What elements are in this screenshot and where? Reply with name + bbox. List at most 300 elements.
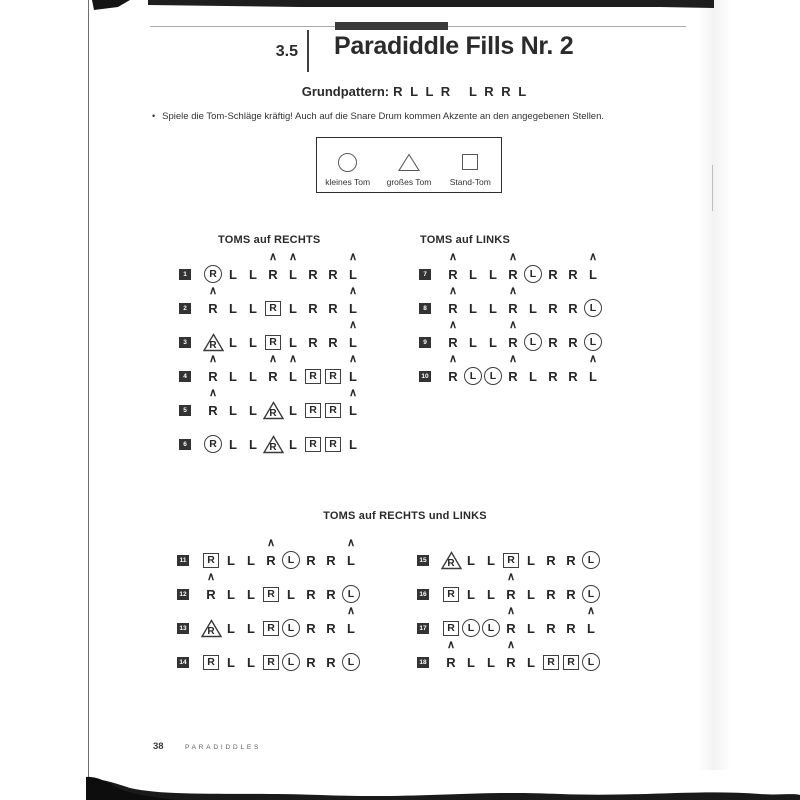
accent-mark: [469, 604, 472, 618]
note-stand-tom: [541, 638, 561, 672]
note-snare: [221, 536, 241, 570]
sticking-letter: [281, 618, 301, 638]
sticking-letter: R: [328, 334, 338, 350]
note-snare: [243, 250, 263, 284]
accent-mark: [349, 570, 352, 584]
circle-icon: L: [584, 299, 602, 317]
accent-mark: ∧: [346, 537, 356, 549]
note-stand-tom: [263, 284, 283, 318]
section-title-toms-rechts: TOMS auf RECHTS: [218, 234, 321, 246]
note-stand-tom: [261, 638, 281, 672]
sticking-letter: R: [508, 334, 518, 350]
accent-mark: [469, 638, 472, 652]
exercise-column-both-left: [177, 536, 361, 672]
sticking-letter: L: [289, 402, 297, 418]
accent-mark: ∧: [208, 353, 218, 365]
note-snare: [281, 570, 301, 604]
note-sequence: [201, 570, 361, 604]
exercise-row: [179, 318, 363, 352]
accent-mark: ∧: [348, 387, 358, 399]
sticking-letter: R: [208, 402, 218, 418]
sticking-letter: [483, 366, 503, 386]
note-snare: [341, 604, 361, 638]
sticking-letter: L: [349, 368, 357, 384]
sticking-letter: [341, 652, 361, 672]
note-sequence: [203, 284, 363, 318]
square-icon: R: [325, 437, 341, 452]
accent-mark: [471, 284, 474, 298]
note-snare: [241, 604, 261, 638]
sticking-letter: L: [349, 334, 357, 350]
sticking-letter: R: [568, 368, 578, 384]
note-snare: [463, 318, 483, 352]
sticking-letter: [281, 550, 301, 570]
accent-mark: [231, 318, 234, 332]
exercise-number-badge: 9: [419, 337, 431, 348]
note-sequence: [203, 352, 363, 386]
note-small-tom: [281, 536, 301, 570]
exercise-row: [417, 638, 601, 672]
square-icon: R: [563, 655, 579, 670]
exercise-row: [177, 604, 361, 638]
note-snare: [441, 638, 461, 672]
header-divider: [307, 30, 309, 72]
accent-mark: [229, 604, 232, 618]
note-small-tom: [583, 318, 603, 352]
sticking-letter: [201, 618, 221, 638]
sticking-letter: [323, 366, 343, 386]
circle-icon: L: [482, 619, 500, 637]
note-snare: [461, 638, 481, 672]
accent-mark: [531, 284, 534, 298]
accent-mark: ∧: [348, 319, 358, 331]
sticking-letter: [583, 298, 603, 318]
exercise-column-rechts: [179, 250, 363, 454]
square-icon: R: [263, 621, 279, 636]
accent-mark: [329, 604, 332, 618]
accent-mark: ∧: [506, 605, 516, 617]
sticking-letter: L: [529, 368, 537, 384]
accent-mark: [249, 604, 252, 618]
sticking-letter: R: [328, 300, 338, 316]
note-small-tom: [481, 604, 501, 638]
page-number: 38: [153, 741, 164, 752]
exercise-row: [417, 536, 601, 570]
circle-icon: L: [342, 653, 360, 671]
note-stand-tom: [303, 420, 323, 454]
sticking-letter: L: [289, 300, 297, 316]
section-title-toms-rechts-und-links: TOMS auf RECHTS und LINKS: [323, 510, 487, 522]
note-stand-tom: [201, 536, 221, 570]
note-sequence: [443, 250, 603, 284]
note-snare: [521, 638, 541, 672]
accent-mark: ∧: [288, 251, 298, 263]
accent-mark: [331, 420, 334, 434]
note-snare: [523, 284, 543, 318]
sticking-letter: R: [508, 300, 518, 316]
accent-mark: ∧: [206, 571, 216, 583]
sticking-letter: L: [469, 266, 477, 282]
accent-mark: [331, 250, 334, 264]
sticking-letter: R: [448, 300, 458, 316]
sticking-letter: L: [527, 586, 535, 602]
exercise-row: [419, 284, 603, 318]
note-snare: [301, 570, 321, 604]
sticking-letter: L: [229, 368, 237, 384]
sticking-letter: [341, 584, 361, 604]
exercise-row: [419, 250, 603, 284]
exercise-number-badge: 3: [179, 337, 191, 348]
sticking-letter: L: [247, 654, 255, 670]
note-stand-tom: [323, 352, 343, 386]
triangle-icon: R: [201, 619, 221, 638]
sticking-letter: R: [448, 266, 458, 282]
sticking-letter: R: [448, 334, 458, 350]
exercise-row: [417, 604, 601, 638]
scan-bottom-edge: [0, 764, 800, 800]
note-snare: [243, 318, 263, 352]
accent-mark: [329, 536, 332, 550]
sticking-letter: L: [227, 654, 235, 670]
accent-mark: [569, 536, 572, 550]
note-large-tom: [203, 318, 223, 352]
note-sequence: [443, 352, 603, 386]
sticking-letter: L: [227, 586, 235, 602]
note-small-tom: [483, 352, 503, 386]
accent-mark: [311, 352, 314, 366]
sticking-letter: L: [229, 402, 237, 418]
note-large-tom: [263, 420, 283, 454]
exercise-number-badge: 14: [177, 657, 189, 668]
sticking-letter: L: [487, 586, 495, 602]
note-small-tom: [203, 420, 223, 454]
sticking-letter: R: [506, 586, 516, 602]
note-snare: [483, 318, 503, 352]
square-icon: R: [305, 369, 321, 384]
note-small-tom: [463, 352, 483, 386]
square-icon: R: [263, 587, 279, 602]
accent-mark: [231, 420, 234, 434]
note-snare: [223, 352, 243, 386]
sticking-letter: R: [506, 654, 516, 670]
note-snare: [483, 284, 503, 318]
floor-tom-square-icon: [462, 150, 478, 174]
accent-mark: [589, 638, 592, 652]
accent-mark: ∧: [346, 605, 356, 617]
exercise-row: [177, 570, 361, 604]
note-snare: [261, 536, 281, 570]
accent-mark: [291, 318, 294, 332]
circle-icon: L: [584, 333, 602, 351]
note-sequence: [441, 570, 601, 604]
grundpattern-line: [155, 84, 675, 99]
accent-mark: [249, 638, 252, 652]
note-stand-tom: [303, 386, 323, 420]
note-small-tom: [341, 570, 361, 604]
accent-mark: [449, 604, 452, 618]
sticking-letter: L: [529, 300, 537, 316]
accent-mark: [489, 570, 492, 584]
accent-mark: [271, 420, 274, 434]
accent-mark: ∧: [586, 605, 596, 617]
note-snare: [323, 284, 343, 318]
note-snare: [501, 638, 521, 672]
accent-mark: [291, 386, 294, 400]
sticking-letter: [523, 264, 543, 284]
accent-mark: ∧: [208, 285, 218, 297]
note-snare: [283, 318, 303, 352]
accent-mark: [489, 536, 492, 550]
note-small-tom: [581, 570, 601, 604]
exercise-row: [179, 250, 363, 284]
sticking-letter: R: [568, 334, 578, 350]
sticking-letter: R: [546, 586, 556, 602]
note-snare: [301, 536, 321, 570]
note-snare: [343, 318, 363, 352]
sticking-letter: [261, 652, 281, 672]
accent-mark: [309, 570, 312, 584]
note-snare: [263, 352, 283, 386]
note-snare: [303, 318, 323, 352]
exercise-number-badge: 1: [179, 269, 191, 280]
sticking-letter: L: [349, 436, 357, 452]
note-small-tom: [281, 638, 301, 672]
circle-icon: L: [282, 551, 300, 569]
square-icon: R: [543, 655, 559, 670]
sticking-letter: [281, 652, 301, 672]
sticking-letter: R: [566, 620, 576, 636]
note-snare: [543, 250, 563, 284]
accent-mark: [251, 318, 254, 332]
circle-icon: L: [582, 585, 600, 603]
accent-mark: ∧: [508, 353, 518, 365]
sticking-letter: R: [326, 654, 336, 670]
circle-icon: L: [524, 333, 542, 351]
exercise-number-badge: 15: [417, 555, 429, 566]
note-sequence: [441, 536, 601, 570]
sticking-letter: [461, 618, 481, 638]
accent-mark: [549, 536, 552, 550]
note-snare: [341, 536, 361, 570]
accent-mark: [289, 536, 292, 550]
accent-mark: ∧: [588, 353, 598, 365]
sticking-letter: [263, 400, 283, 420]
section-number: 3.5: [275, 43, 298, 60]
sticking-letter: L: [527, 552, 535, 568]
exercise-row: [177, 638, 361, 672]
exercise-row: [417, 570, 601, 604]
grundpattern-pattern: R L L R L R R L: [393, 84, 529, 99]
accent-mark: ∧: [588, 251, 598, 263]
sticking-letter: R: [266, 552, 276, 568]
accent-mark: ∧: [348, 251, 358, 263]
note-stand-tom: [323, 386, 343, 420]
note-sequence: [203, 386, 363, 420]
note-sequence: [443, 318, 603, 352]
accent-mark: [571, 352, 574, 366]
note-snare: [221, 570, 241, 604]
note-snare: [463, 284, 483, 318]
accent-mark: ∧: [268, 353, 278, 365]
accent-mark: [271, 318, 274, 332]
sticking-letter: L: [527, 654, 535, 670]
exercise-number-badge: 6: [179, 439, 191, 450]
accent-mark: [491, 250, 494, 264]
accent-mark: [209, 638, 212, 652]
square-icon: R: [265, 335, 281, 350]
note-snare: [583, 250, 603, 284]
accent-mark: [271, 386, 274, 400]
sticking-letter: R: [548, 368, 558, 384]
exercise-number-badge: 17: [417, 623, 429, 634]
sticking-letter: R: [566, 586, 576, 602]
scan-top-edge: [0, 0, 800, 16]
sticking-letter: R: [568, 266, 578, 282]
note-snare: [343, 250, 363, 284]
note-sequence: [203, 420, 363, 454]
circle-icon: R: [204, 265, 222, 283]
accent-mark: ∧: [448, 285, 458, 297]
note-snare: [221, 638, 241, 672]
accent-mark: [471, 250, 474, 264]
note-snare: [503, 250, 523, 284]
sticking-letter: [203, 332, 223, 352]
accent-mark: [571, 284, 574, 298]
exercise-row: [179, 420, 363, 454]
note-snare: [243, 386, 263, 420]
sticking-letter: R: [448, 368, 458, 384]
exercise-row: [179, 386, 363, 420]
sticking-letter: L: [467, 586, 475, 602]
bullet-icon: •: [152, 111, 156, 121]
note-small-tom: [341, 638, 361, 672]
accent-mark: [269, 570, 272, 584]
note-small-tom: [581, 536, 601, 570]
accent-mark: [269, 604, 272, 618]
sticking-letter: L: [489, 334, 497, 350]
note-snare: [563, 318, 583, 352]
exercise-number-badge: 13: [177, 623, 189, 634]
accent-mark: ∧: [448, 319, 458, 331]
accent-mark: [291, 420, 294, 434]
sticking-letter: L: [229, 266, 237, 282]
accent-mark: [549, 604, 552, 618]
accent-mark: [589, 570, 592, 584]
accent-mark: [311, 284, 314, 298]
note-snare: [321, 638, 341, 672]
sticking-letter: [441, 584, 461, 604]
accent-mark: [331, 352, 334, 366]
square-icon: R: [203, 553, 219, 568]
sticking-letter: [463, 366, 483, 386]
accent-mark: ∧: [348, 285, 358, 297]
note-stand-tom: [263, 318, 283, 352]
accent-mark: [249, 536, 252, 550]
accent-mark: ∧: [268, 251, 278, 263]
square-icon: R: [325, 403, 341, 418]
note-snare: [443, 284, 463, 318]
sticking-letter: [523, 332, 543, 352]
note-snare: [461, 536, 481, 570]
note-snare: [243, 352, 263, 386]
accent-mark: [231, 352, 234, 366]
note-snare: [581, 604, 601, 638]
legend-label: kleines Tom: [325, 177, 371, 187]
accent-mark: [211, 250, 214, 264]
accent-mark: [291, 284, 294, 298]
accent-mark: [209, 604, 212, 618]
sticking-letter: L: [347, 552, 355, 568]
sticking-letter: R: [326, 586, 336, 602]
accent-mark: [489, 604, 492, 618]
sticking-letter: [201, 550, 221, 570]
accent-mark: [551, 318, 554, 332]
note-snare: [203, 352, 223, 386]
sticking-letter: R: [306, 654, 316, 670]
note-snare: [521, 536, 541, 570]
sticking-letter: R: [208, 368, 218, 384]
accent-mark: [551, 284, 554, 298]
note-snare: [481, 638, 501, 672]
note-snare: [481, 570, 501, 604]
note-small-tom: [581, 638, 601, 672]
square-icon: R: [203, 655, 219, 670]
note-snare: [343, 386, 363, 420]
note-snare: [463, 250, 483, 284]
accent-mark: [229, 638, 232, 652]
sticking-letter: R: [548, 300, 558, 316]
note-snare: [243, 420, 263, 454]
accent-mark: [251, 386, 254, 400]
sticking-letter: [203, 434, 223, 454]
accent-mark: [531, 318, 534, 332]
circle-icon: L: [342, 585, 360, 603]
accent-mark: ∧: [506, 571, 516, 583]
accent-mark: [569, 638, 572, 652]
accent-mark: [211, 318, 214, 332]
sticking-letter: R: [268, 368, 278, 384]
sticking-letter: R: [308, 300, 318, 316]
square-icon: R: [443, 621, 459, 636]
triangle-icon: R: [203, 333, 223, 352]
note-sequence: [441, 638, 601, 672]
note-snare: [503, 352, 523, 386]
accent-mark: [251, 250, 254, 264]
sticking-letter: [263, 332, 283, 352]
square-icon: R: [503, 553, 519, 568]
square-icon: R: [265, 301, 281, 316]
accent-mark: [529, 570, 532, 584]
sticking-letter: L: [229, 436, 237, 452]
note-snare: [541, 536, 561, 570]
note-sequence: [203, 318, 363, 352]
circle-icon: L: [462, 619, 480, 637]
accent-mark: [529, 536, 532, 550]
note-snare: [303, 284, 323, 318]
note-snare: [321, 604, 341, 638]
accent-mark: [231, 284, 234, 298]
note-snare: [241, 638, 261, 672]
note-large-tom: [201, 604, 221, 638]
note-snare: [483, 250, 503, 284]
accent-mark: [351, 420, 354, 434]
accent-mark: [311, 420, 314, 434]
sticking-letter: [541, 652, 561, 672]
legend-item-stand-tom: [440, 138, 501, 192]
sticking-letter: [303, 400, 323, 420]
note-snare: [521, 570, 541, 604]
accent-mark: [491, 284, 494, 298]
